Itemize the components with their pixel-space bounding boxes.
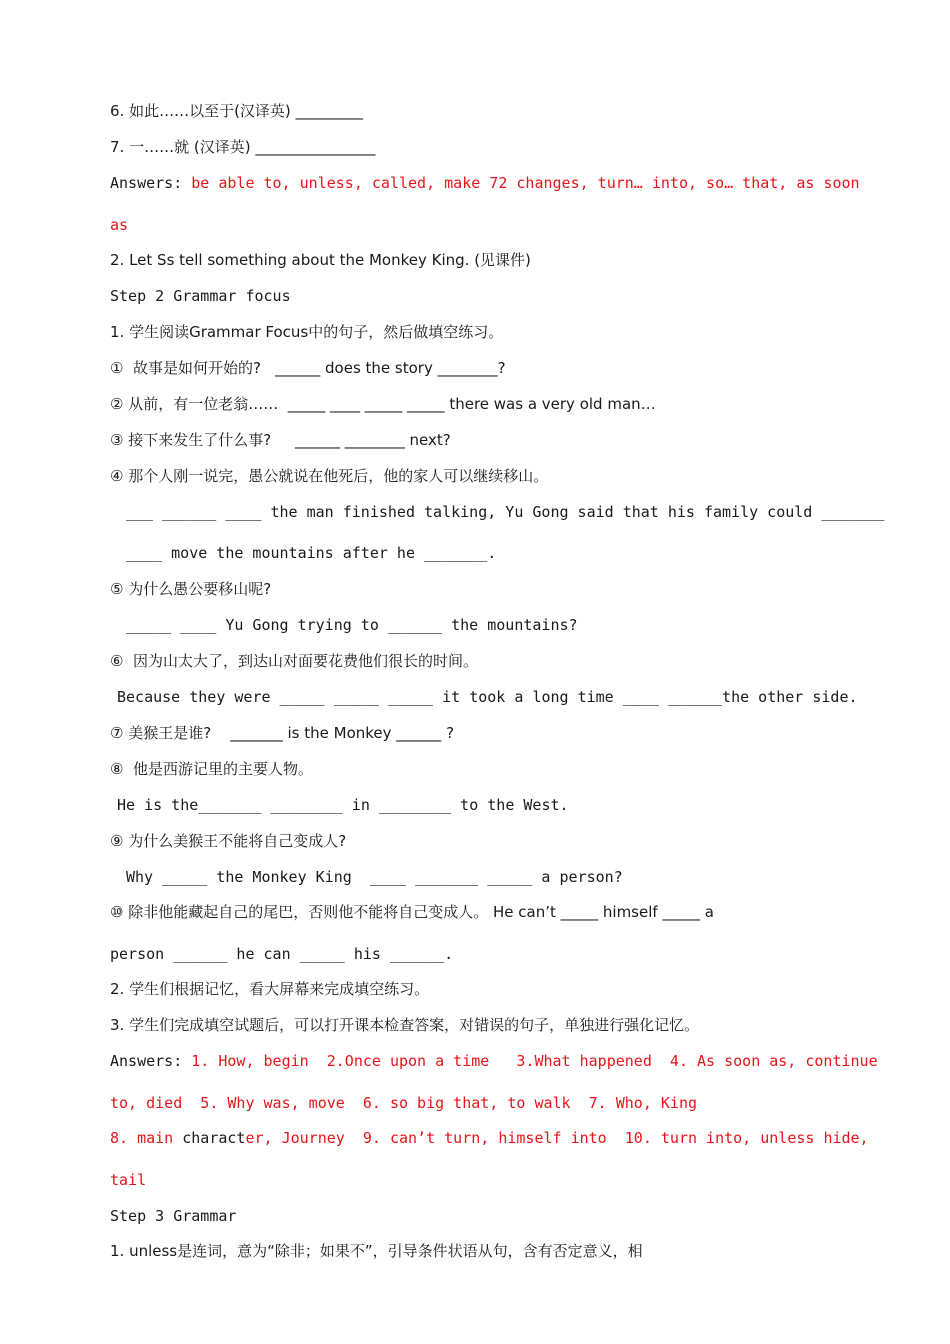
step-2-heading: Step 2 Grammar focus (110, 287, 291, 305)
answers-2-red-a: 8. main (110, 1129, 183, 1147)
unless-explanation: 1. unless是连词，意为“除非；如果不”，引导条件状语从句，含有否定意义，相 (110, 1242, 643, 1260)
answers-label: Answers: (110, 174, 192, 192)
exercise-6-english: Because they were _____ _____ _____ it took a long time ____ ______the other side. (117, 688, 858, 706)
exercise-4-chinese: ④ 那个人刚一说完，愚公就说在他死后，他的家人可以继续移山。 (110, 467, 549, 485)
answers-red-text: be able to, unless, called, make 72 changes, turn… into, so… that, as soon (191, 174, 860, 192)
answers-line-2: as (110, 216, 129, 234)
item-6-so-that: 6. 如此……以至于(汉译英) _________ (110, 102, 364, 120)
answers-2-line-2: to, died 5. Why was, move 6. so big that, to walk 7. Who, King (110, 1094, 697, 1112)
exercise-8-chinese: ⑧ 他是西游记里的主要人物。 (110, 760, 313, 778)
exercise-9-english: Why _____ the Monkey King ____ _______ _____ a person? (126, 868, 623, 886)
answers-2-line-3 (110, 1128, 869, 1148)
monkey-king-task: 2. Let Ss tell something about the Monkey King. (见课件) (110, 251, 531, 269)
grammar-focus-instruction: 1. 学生阅读Grammar Focus中的句子，然后做填空练习。 (110, 323, 504, 341)
item-7-as-soon-as: 7. 一……就 (汉译英) ________________ (110, 138, 376, 156)
exercise-5-chinese: ⑤ 为什么愚公要移山呢? (110, 580, 272, 598)
exercise-8-english: He is the_______ ________ in ________ to the West. (117, 796, 569, 814)
exercise-4-english-2: ____ move the mountains after he _______. (126, 544, 497, 562)
answers-2-red-text: 1. How, begin 2.Once upon a time 3.What happened 4. As soon as, continue (191, 1052, 878, 1070)
exercise-5-english: _____ ____ Yu Gong trying to ______ the mountains? (126, 616, 578, 634)
answers-2-red-b: er, Journey 9. can’t turn, himself into 10. turn into, unless hide, (245, 1129, 869, 1147)
step-3-heading: Step 3 Grammar (110, 1207, 237, 1225)
exercise-9-chinese: ⑨ 为什么美猴王不能将自己变成人? (110, 832, 347, 850)
exercise-10-line-2: person ______ he can _____ his ______. (110, 945, 454, 963)
answers-2-black-mid: charact (182, 1129, 246, 1147)
answers-label-2: Answers: (110, 1052, 192, 1070)
memory-practice-step: 2. 学生们根据记忆，看大屏幕来完成填空练习。 (110, 980, 430, 998)
exercise-7: ⑦ 美猴王是谁? _______ is the Monkey ______ ? (110, 724, 455, 742)
answers-2-line-4: tail (110, 1171, 147, 1189)
exercise-6-chinese: ⑥ 因为山太大了，到达山对面要花费他们很长的时间。 (110, 652, 478, 670)
exercise-2: ② 从前，有一位老翁…… _____ ____ _____ _____ there was a very old man… (110, 395, 656, 413)
check-answers-step: 3. 学生们完成填空试题后，可以打开课本检查答案，对错误的句子，单独进行强化记忆。 (110, 1016, 700, 1034)
answers-line-1 (110, 173, 860, 193)
exercise-3: ③ 接下来发生了什么事? ______ ________ next? (110, 431, 451, 449)
exercise-4-english-1: ___ ______ ____ the man finished talking, Yu Gong said that his family could _______ (126, 503, 885, 521)
exercise-1: ① 故事是如何开始的? ______ does the story ________? (110, 359, 506, 377)
answers-2-line-1 (110, 1051, 878, 1071)
exercise-10-line-1: ⑩ 除非他能藏起自己的尾巴，否则他不能将自己变成人。 He can’t _____ himself _____ a (110, 903, 714, 921)
